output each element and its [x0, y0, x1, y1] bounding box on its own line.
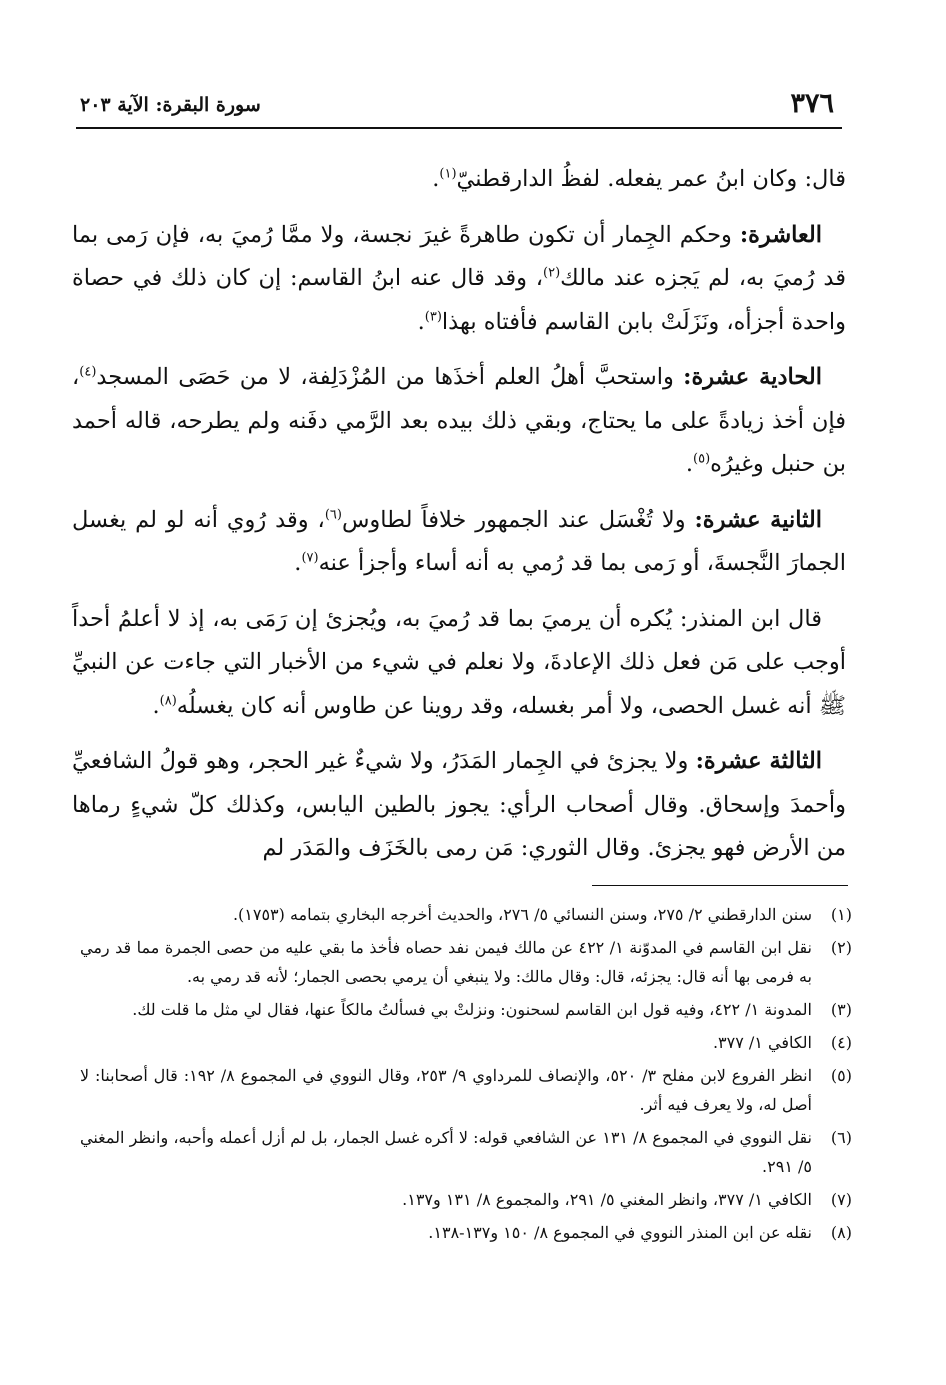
footnote [80, 1218, 852, 1247]
paragraph-text: وحكم الجِمار أن تكون طاهرةً غيرَ نجسة، ولا ممَّا رُميَ به، فإن رَمى بما قد رُميَ به، لم يَجزه عند مالك [72, 221, 846, 291]
section-lead: العاشرة: [739, 221, 822, 248]
paragraph-1 [72, 158, 846, 202]
paragraph-4 [72, 499, 846, 586]
footnote-number: (٣) [830, 1000, 852, 1019]
footnote-number: (٧) [830, 1190, 852, 1209]
paragraph-end: . [685, 451, 693, 477]
paragraph-text: ولا تُغْسَل عند الجمهور خلافاً لطاوس [341, 506, 695, 533]
footnote-ref[interactable]: (١) [439, 166, 457, 182]
footnote-ref[interactable]: (٧) [301, 550, 319, 566]
footnote-text: نقل النووي في المجموع ٨/ ١٣١ عن الشافعي قوله: لا أكره غسل الجمار، بل لم أزل أعمله وأحبه، وانظر المغني ٥/ ٢٩١. [80, 1128, 813, 1176]
footnotes [80, 900, 852, 1251]
footnote-text: الكافي ١/ ٣٧٧. [712, 1033, 812, 1052]
footnote-ref[interactable]: (٢) [543, 265, 561, 281]
footnote-text: نقل ابن القاسم في المدوّنة ١/ ٤٢٢ عن مالك فيمن نفد حصاه فأخذ ما بقي عليه من حصى الجمرة مما قد رمي به فرمى بها أنه قال: يجزئه، قال: وقال مالك: ولا ينبغي أن يرمي بحصى الجمار؛ لأنه قد رمي به. [80, 938, 812, 986]
page-header [76, 84, 842, 124]
footnote-ref[interactable]: (٥) [693, 451, 711, 467]
footnote [80, 1185, 852, 1214]
footnote-text: الكافي ١/ ٣٧٧، وانظر المغني ٥/ ٢٩١، والمجموع ٨/ ١٣١ و١٣٧. [402, 1190, 812, 1209]
running-title: سورة البقرة: الآية ٢٠٣ [80, 94, 261, 116]
footnote [80, 900, 852, 929]
paragraph-text: قال: وكان ابنُ عمر يفعله. لفظُ الدارقطنيّ [456, 166, 846, 192]
footnote [80, 1061, 852, 1119]
footnote [80, 933, 852, 991]
footnote-number: (٤) [830, 1033, 852, 1052]
paragraph-end: . [432, 166, 440, 192]
paragraph-6 [72, 740, 846, 871]
footnote-text: نقله عن ابن المنذر النووي في المجموع ٨/ ١٥٠ و١٣٧-١٣٨. [428, 1223, 812, 1242]
paragraph-text: واستحبَّ أهلُ العلم أخذَها من المُزْدَلِفة، لا من حَصَى المسجد [96, 364, 684, 390]
page-number: ٣٧٦ [790, 88, 834, 119]
footnote-ref[interactable]: (٤) [79, 364, 97, 380]
header-rule [76, 127, 842, 129]
footnote-text: المدونة ١/ ٤٢٢، وفيه قول ابن القاسم لسحنون: ونزلتْ بي فسألتُ مالكاً عنها، فقال لي مثل ما قلت لك. [132, 1000, 812, 1019]
paragraph-text: ولا يجزئ في الجِمار المَدَرُ، ولا شيءٌ غير الحجر، وهو قولُ الشافعيِّ وأحمدَ وإسحاق. وقال أصحاب الرأي: يجوز بالطين اليابس، وكذلك كلّ شيءٍ رماها من الأرض فهو يجزئ. وقال الثوري: مَن رمى بالخَزَف والمَدَر لم [72, 748, 846, 861]
paragraph-text: ، فإن أخذ زيادةً على ما يحتاج، وبقي ذلك بيده بعد الرَّمي دفَنه ولم يطرحه، قاله أحمد بن حنبل وغيرُه [72, 364, 846, 477]
footnote-number: (٢) [830, 938, 852, 957]
footnote-number: (١) [830, 905, 852, 924]
footnote [80, 1123, 852, 1181]
footnote-ref[interactable]: (٣) [424, 309, 442, 324]
paragraph-text: قال ابن المنذر: يُكره أن يرميَ بما قد رُميَ به، ويُجزئ إن رَمَى به، إذ لا أعلمُ أحداً أوجب على مَن فعل ذلك الإعادةَ، ولا نعلم في شيء من الأخبار التي جاءت عن النبيِّ ﷺ أنه غسل الحصى، ولا أمر بغسله، وقد روينا عن طاوس أنه كان يغسلُه [72, 605, 846, 719]
paragraph-2 [72, 214, 846, 345]
footnote [80, 995, 852, 1024]
footnote-separator [592, 885, 848, 886]
footnote-number: (٨) [830, 1223, 852, 1242]
section-lead: الحادية عشرة: [683, 364, 822, 390]
footnote-text: سنن الدارقطني ٢/ ٢٧٥، وسنن النسائي ٥/ ٢٧٦، والحديث أخرجه البخاري بتمامه (١٧٥٣). [232, 905, 812, 924]
section-lead: الثالثة عشرة: [695, 748, 822, 774]
paragraph-end: . [294, 550, 302, 576]
footnote-ref[interactable]: (٨) [159, 693, 177, 708]
main-text [72, 158, 846, 883]
footnote-number: (٦) [830, 1128, 852, 1147]
paragraph-text: ، وقد رُوي أنه لو لم يغسل الجمارَ النَّجسةَ، أو رَمى بما قد رُمي به أنه أساء وأجزأ عنه [72, 506, 846, 576]
paragraph-end: . [417, 308, 425, 335]
paragraph-5 [72, 598, 846, 729]
paragraph-text: ، وقد قال عنه ابنُ القاسم: إن كان ذلك في حصاة واحدة أجزأه، ونَزَلَتْ بابن القاسم فأفتاه بهذا [72, 265, 846, 335]
footnote-number: (٥) [830, 1066, 852, 1085]
section-lead: الثانية عشرة: [694, 506, 822, 533]
footnote-ref[interactable]: (٦) [324, 507, 342, 522]
footnote [80, 1028, 852, 1057]
paragraph-end: . [152, 692, 160, 719]
paragraph-3 [72, 356, 846, 487]
footnote-text: انظر الفروع لابن مفلح ٣/ ٥٢٠، والإنصاف للمرداوي ٩/ ٢٥٣، وقال النووي في المجموع ٨/ ١٩٢: قال أصحابنا: لا أصل له، ولا يعرف فيه أثر. [80, 1066, 813, 1114]
